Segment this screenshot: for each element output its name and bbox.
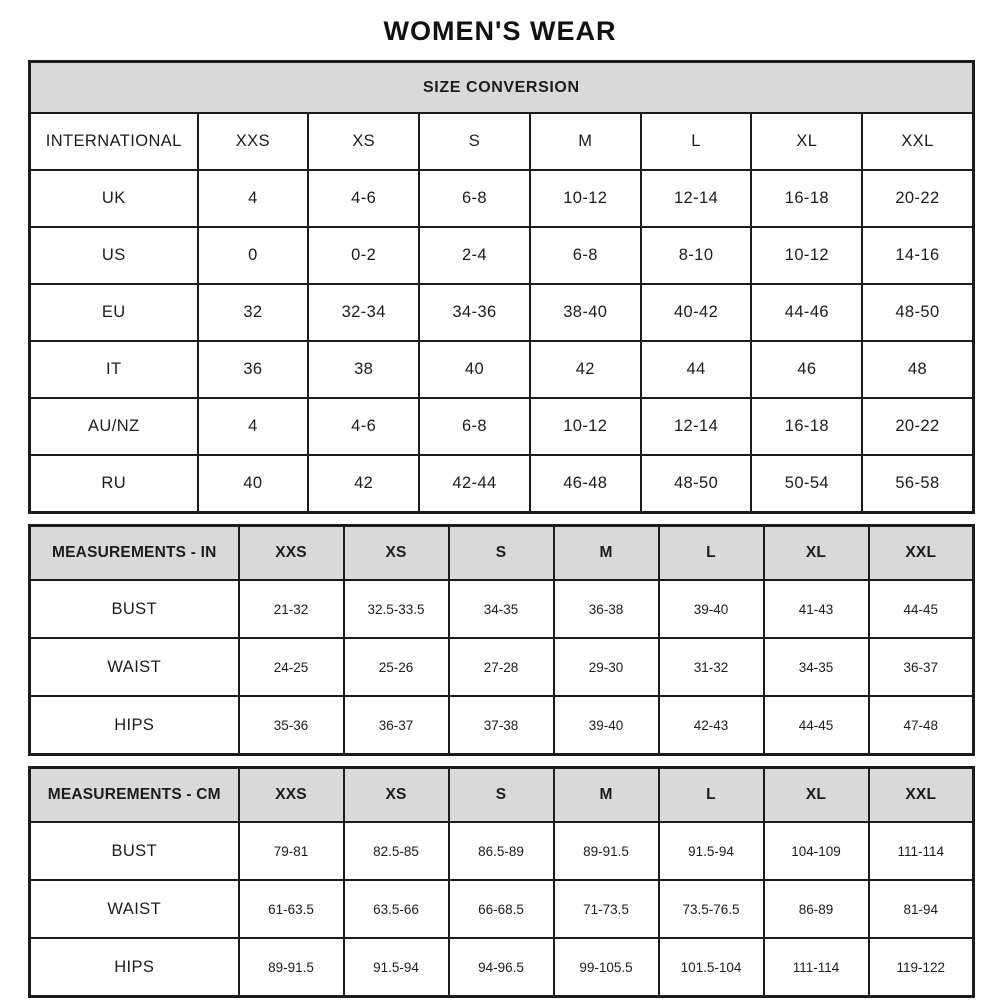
col-header-xs: XS — [308, 113, 419, 170]
row-label-eu: EU — [30, 284, 198, 341]
size-value-cell: 34-36 — [419, 284, 530, 341]
measure-value-cell: 36-37 — [344, 696, 449, 755]
table-row-aunz — [30, 398, 974, 455]
measure-value-cell: 39-40 — [659, 580, 764, 638]
size-value-cell: 4 — [198, 170, 309, 227]
measure-value-cell: 61-63.5 — [239, 880, 344, 938]
measure-value-cell: 71-73.5 — [554, 880, 659, 938]
col-header-xxl: XXL — [869, 768, 974, 823]
measure-value-cell: 34-35 — [764, 638, 869, 696]
measure-value-cell: 66-68.5 — [449, 880, 554, 938]
measure-value-cell: 82.5-85 — [344, 822, 449, 880]
size-value-cell: 4-6 — [308, 398, 419, 455]
measure-value-cell: 73.5-76.5 — [659, 880, 764, 938]
col-header-xl: XL — [764, 768, 869, 823]
measure-value-cell: 79-81 — [239, 822, 344, 880]
size-value-cell: 36 — [198, 341, 309, 398]
size-value-cell: 6-8 — [419, 398, 530, 455]
size-value-cell: 4 — [198, 398, 309, 455]
col-header-xs: XS — [344, 526, 449, 581]
size-value-cell: 14-16 — [862, 227, 973, 284]
size-value-cell: 16-18 — [751, 398, 862, 455]
table-row-it — [30, 341, 974, 398]
measure-value-cell: 29-30 — [554, 638, 659, 696]
row-label-bust: BUST — [30, 822, 239, 880]
row-label-it: IT — [30, 341, 198, 398]
size-value-cell: 48-50 — [862, 284, 973, 341]
size-value-cell: 10-12 — [530, 170, 641, 227]
measure-value-cell: 36-37 — [869, 638, 974, 696]
measure-value-cell: 111-114 — [764, 938, 869, 997]
size-value-cell: 48-50 — [641, 455, 752, 513]
size-value-cell: 40 — [198, 455, 309, 513]
measurements-in-header-row — [30, 526, 974, 581]
col-header-xs: XS — [344, 768, 449, 823]
size-value-cell: 10-12 — [530, 398, 641, 455]
measure-value-cell: 63.5-66 — [344, 880, 449, 938]
measure-value-cell: 119-122 — [869, 938, 974, 997]
measure-value-cell: 94-96.5 — [449, 938, 554, 997]
size-value-cell: 46-48 — [530, 455, 641, 513]
table-row-waist-cm — [30, 880, 974, 938]
row-label-waist: WAIST — [30, 638, 239, 696]
col-header-l: L — [659, 526, 764, 581]
row-label-uk: UK — [30, 170, 198, 227]
size-value-cell: 40 — [419, 341, 530, 398]
col-header-xxs: XXS — [239, 526, 344, 581]
measure-value-cell: 111-114 — [869, 822, 974, 880]
measure-value-cell: 86-89 — [764, 880, 869, 938]
table-row-us — [30, 227, 974, 284]
size-value-cell: 6-8 — [419, 170, 530, 227]
table-row-hips-in — [30, 696, 974, 755]
column-header-row — [30, 113, 974, 170]
measure-value-cell: 27-28 — [449, 638, 554, 696]
col-header-m: M — [554, 526, 659, 581]
col-header-xxs: XXS — [239, 768, 344, 823]
measure-value-cell: 24-25 — [239, 638, 344, 696]
measure-value-cell: 104-109 — [764, 822, 869, 880]
size-value-cell: 44-46 — [751, 284, 862, 341]
measurements-in-table — [28, 524, 975, 756]
row-label-waist: WAIST — [30, 880, 239, 938]
col-header-m: M — [554, 768, 659, 823]
measure-value-cell: 39-40 — [554, 696, 659, 755]
size-value-cell: 4-6 — [308, 170, 419, 227]
measure-value-cell: 47-48 — [869, 696, 974, 755]
size-value-cell: 20-22 — [862, 398, 973, 455]
col-header-l: L — [641, 113, 752, 170]
row-label-hips: HIPS — [30, 938, 239, 997]
table-row-bust-cm — [30, 822, 974, 880]
measurements-cm-table — [28, 766, 975, 998]
size-conversion-title: SIZE CONVERSION — [30, 62, 974, 114]
measure-value-cell: 32.5-33.5 — [344, 580, 449, 638]
measure-value-cell: 81-94 — [869, 880, 974, 938]
row-label-bust: BUST — [30, 580, 239, 638]
measure-value-cell: 21-32 — [239, 580, 344, 638]
size-value-cell: 8-10 — [641, 227, 752, 284]
col-header-s: S — [419, 113, 530, 170]
page-title: WOMEN'S WEAR — [383, 16, 617, 46]
size-conversion-table — [28, 60, 975, 514]
size-value-cell: 48 — [862, 341, 973, 398]
col-header-s: S — [449, 768, 554, 823]
row-label-us: US — [30, 227, 198, 284]
measurements-cm-title: MEASUREMENTS - CM — [30, 768, 239, 823]
size-value-cell: 32 — [198, 284, 309, 341]
measure-value-cell: 41-43 — [764, 580, 869, 638]
size-value-cell: 44 — [641, 341, 752, 398]
measure-value-cell: 44-45 — [764, 696, 869, 755]
col-header-xl: XL — [751, 113, 862, 170]
measure-value-cell: 89-91.5 — [239, 938, 344, 997]
size-value-cell: 50-54 — [751, 455, 862, 513]
col-header-xl: XL — [764, 526, 869, 581]
table-banner-row — [30, 62, 974, 114]
measure-value-cell: 42-43 — [659, 696, 764, 755]
measure-value-cell: 86.5-89 — [449, 822, 554, 880]
measure-value-cell: 31-32 — [659, 638, 764, 696]
size-value-cell: 32-34 — [308, 284, 419, 341]
size-value-cell: 10-12 — [751, 227, 862, 284]
size-value-cell: 0-2 — [308, 227, 419, 284]
size-value-cell: 2-4 — [419, 227, 530, 284]
measurements-in-title: MEASUREMENTS - IN — [30, 526, 239, 581]
row-label-ru: RU — [30, 455, 198, 513]
size-value-cell: 12-14 — [641, 170, 752, 227]
size-value-cell: 56-58 — [862, 455, 973, 513]
col-header-s: S — [449, 526, 554, 581]
measure-value-cell: 36-38 — [554, 580, 659, 638]
measure-value-cell: 35-36 — [239, 696, 344, 755]
measure-value-cell: 44-45 — [869, 580, 974, 638]
col-header-m: M — [530, 113, 641, 170]
table-row-eu — [30, 284, 974, 341]
row-label-hips: HIPS — [30, 696, 239, 755]
measure-value-cell: 37-38 — [449, 696, 554, 755]
measure-value-cell: 34-35 — [449, 580, 554, 638]
size-value-cell: 0 — [198, 227, 309, 284]
table-row-ru — [30, 455, 974, 513]
table-row-bust-in — [30, 580, 974, 638]
row-label-aunz: AU/NZ — [30, 398, 198, 455]
size-value-cell: 12-14 — [641, 398, 752, 455]
size-value-cell: 40-42 — [641, 284, 752, 341]
size-value-cell: 38 — [308, 341, 419, 398]
col-header-l: L — [659, 768, 764, 823]
measure-value-cell: 25-26 — [344, 638, 449, 696]
size-value-cell: 42 — [530, 341, 641, 398]
table-row-hips-cm — [30, 938, 974, 997]
size-value-cell: 6-8 — [530, 227, 641, 284]
measure-value-cell: 91.5-94 — [659, 822, 764, 880]
measure-value-cell: 89-91.5 — [554, 822, 659, 880]
table-row-uk — [30, 170, 974, 227]
measurements-cm-header-row — [30, 768, 974, 823]
size-value-cell: 38-40 — [530, 284, 641, 341]
size-value-cell: 20-22 — [862, 170, 973, 227]
size-value-cell: 46 — [751, 341, 862, 398]
col-header-xxl: XXL — [869, 526, 974, 581]
measure-value-cell: 101.5-104 — [659, 938, 764, 997]
table-row-waist-in — [30, 638, 974, 696]
measure-value-cell: 91.5-94 — [344, 938, 449, 997]
size-value-cell: 42-44 — [419, 455, 530, 513]
col-header-xxs: XXS — [198, 113, 309, 170]
size-value-cell: 16-18 — [751, 170, 862, 227]
size-value-cell: 42 — [308, 455, 419, 513]
measure-value-cell: 99-105.5 — [554, 938, 659, 997]
col-header-international: INTERNATIONAL — [30, 113, 198, 170]
col-header-xxl: XXL — [862, 113, 973, 170]
